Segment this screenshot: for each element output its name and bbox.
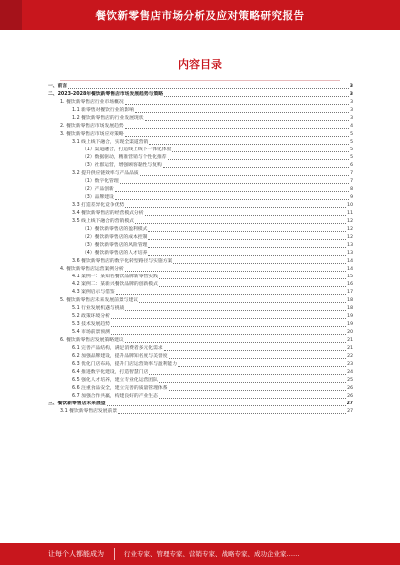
toc-leader-dots [68,88,349,89]
toc-leader-dots [159,278,346,279]
toc-entry[interactable] [48,401,353,409]
toc-entry-label: （2）产品创新 [82,187,114,193]
toc-leader-dots [125,271,346,272]
toc-entry-page: 12 [347,218,353,224]
toc-leader-dots [172,151,349,152]
toc-entry-label: 6.6 注重食品安全，建立完善的质量管理体系 [72,385,168,391]
toc-entry-page: 13 [347,242,353,248]
toc-leader-dots [140,175,349,176]
toc-entry[interactable] [48,329,353,337]
toc-entry-page: 11 [347,210,353,216]
toc-leader-dots [169,390,347,391]
page-footer [0,543,400,565]
toc-leader-dots [125,310,346,311]
toc-entry-label: 4.3 案例启示与借鉴 [72,290,115,296]
toc-entry-page: 14 [347,266,353,272]
toc-entry[interactable] [48,266,353,274]
toc-leader-dots [125,128,349,129]
toc-entry[interactable] [48,337,353,345]
toc-entry[interactable] [48,147,353,155]
toc-entry-page: 12 [347,226,353,232]
toc-entry[interactable] [48,115,353,123]
toc-entry-page: 9 [350,195,353,201]
toc-entry[interactable] [48,202,353,210]
toc-entry-page: 19 [347,314,353,320]
toc-leader-dots [125,207,346,208]
toc-entry-label: 6.5 强化人才培养，建立专业化运营团队 [72,377,158,383]
toc-entry-label: （3）餐饮新零售店的风险管理 [82,242,148,248]
toc-entry[interactable] [48,83,353,91]
toc-leader-dots [148,239,346,240]
toc-entry-label: 6.3 优化门店布局，提升门店运营效率与盈利能力 [72,361,178,367]
toc-entry[interactable] [48,305,353,313]
toc-leader-dots [169,358,347,359]
report-title: 餐饮新零售店市场分析及应对策略研究报告 [95,10,305,22]
toc-entry-label: （4）餐饮新零售店的人才培养 [82,250,148,256]
toc-entry[interactable] [48,345,353,353]
toc-entry[interactable] [48,234,353,242]
toc-entry-page: 7 [350,179,353,185]
toc-entry[interactable] [48,369,353,377]
toc-leader-dots [135,112,349,113]
toc-leader-dots [164,96,349,97]
toc-entry-label: 3. 餐饮新零售店市场应对策略 [60,131,124,137]
footer-divider [114,548,115,560]
toc-entry-page: 4 [350,123,353,129]
toc-entry[interactable] [48,289,353,297]
toc-entry-label: 1.1 新零售对餐饮行业的影响 [72,107,134,113]
toc-entry[interactable] [48,123,353,131]
toc-entry-label: 4. 餐饮新零售店运营案例分析 [60,266,124,272]
toc-entry-label: 3.3 打造差异化竞争优势 [72,203,125,209]
toc-entry[interactable] [48,107,353,115]
toc-entry-label: （2）数据驱动，精准营销与个性化推荐 [82,155,167,161]
toc-entry[interactable] [48,226,353,234]
toc-leader-dots [115,191,349,192]
toc-entry-page: 5 [350,155,353,161]
toc-entry-label: 5.3 技术发展趋势 [72,322,110,328]
toc-entry-page: 21 [347,337,353,343]
toc-entry-label: 6. 餐饮新零售店发展策略建议 [60,337,124,343]
toc-entry-label: （3）社群运营，增强顾客黏性与复购 [82,163,162,169]
toc-entry[interactable] [48,258,353,266]
toc-entry-page: 6 [350,163,353,169]
toc-heading-divider [60,80,340,81]
toc-leader-dots [139,302,346,303]
toc-entry[interactable] [48,393,353,401]
toc-entry[interactable] [48,385,353,393]
toc-entry-page: 8 [350,187,353,193]
toc-entry-label: 3.4 餐饮新零售店的经营模式分析 [72,210,144,216]
toc-entry[interactable] [48,242,353,250]
toc-entry-label: 5.4 市场前景预测 [72,330,110,336]
toc-entry[interactable] [48,361,353,369]
toc-entry-label: 5.1 行业发展机遇与挑战 [72,306,125,312]
toc-entry-page: 3 [350,115,353,121]
toc-entry-label: （3）品牌建设 [82,195,114,201]
toc-entry-label: 5.2 政策环境分析 [72,314,110,320]
toc-entry-page: 5 [350,147,353,153]
toc-entry[interactable] [48,313,353,321]
toc-entry-label: 2. 餐饮新零售店市场发展趋势 [60,123,124,129]
toc-entry-page: 18 [347,298,353,304]
toc-entry-label: 三、餐饮新零售店未来展望 [48,401,106,407]
toc-entry-page: 7 [350,171,353,177]
toc-entry-page: 21 [347,345,353,351]
toc-entry[interactable] [48,281,353,289]
toc-entry[interactable] [48,377,353,385]
toc-entry-page: 15 [347,274,353,280]
toc-leader-dots [111,334,346,335]
toc-entry-page: 12 [347,234,353,240]
toc-entry-page: 16 [347,282,353,288]
toc-leader-dots [125,136,349,137]
toc-entry-label: 6.7 加强合作共赢，构建良好的产业生态 [72,393,158,399]
toc-entry[interactable] [48,321,353,329]
toc-entry-label: （1）渠道融合，打造线上线下一体化体验 [82,147,172,153]
toc-leader-dots [173,263,346,264]
footer-brand: 让每个人都能成为 [48,550,104,558]
toc-entry[interactable] [48,162,353,170]
toc-entry-label: 3.1 线上线下融合，实现全渠道营销 [72,139,149,145]
toc-entry-label: 6.2 加强品牌建设，提升品牌知名度与美誉度 [72,353,168,359]
toc-leader-dots [168,159,349,160]
toc-leader-dots [148,231,346,232]
toc-entry[interactable] [48,99,353,107]
toc-entry[interactable] [48,91,353,99]
toc-entry[interactable] [48,170,353,178]
toc-entry-page: 3 [350,107,353,113]
toc-entry[interactable] [48,218,353,226]
toc-leader-dots [159,398,346,399]
toc-leader-dots [111,318,346,319]
toc-entry-label: 1. 餐饮新零售店行业市场概况 [60,99,124,105]
toc-entry-page: 26 [347,393,353,399]
toc-entry-page: 26 [347,385,353,391]
toc-entry[interactable] [48,154,353,162]
toc-entry-label: （1）餐饮新零售店的盈利模式 [82,226,148,232]
toc-leader-dots [107,405,346,406]
toc-entry[interactable] [48,274,353,282]
toc-entry-page: 18 [347,306,353,312]
toc-entry-page: 27 [346,401,353,407]
toc-leader-dots [159,382,346,383]
toc-leader-dots [111,326,346,327]
toc-leader-dots [148,255,346,256]
toc-entry-label: （1）数字化管理 [82,179,119,185]
footer-slogan: 行业专家、管理专家、营销专家、战略专家、成功企业家…… [124,550,300,558]
toc-heading: 内容目录 [178,58,222,71]
toc-entry[interactable] [48,186,353,194]
toc-leader-dots [149,144,349,145]
toc-entry-label: （2）餐饮新零售店的成本控制 [82,234,148,240]
toc-entry-label: 6.4 推进数字化建设，打造智慧门店 [72,369,149,375]
toc-entry-page: 17 [347,290,353,296]
toc-entry-page: 3 [350,99,353,105]
toc-leader-dots [115,199,349,200]
toc-leader-dots [163,167,349,168]
toc-entry-page: 13 [347,250,353,256]
toc-entry[interactable] [48,210,353,218]
toc-leader-dots [178,366,346,367]
toc-entry-page: 10 [347,203,353,209]
toc-entry-page: 23 [347,361,353,367]
toc-entry-label: 二、2023-2028年餐饮新零售店市场发展趋势与策略 [48,91,164,97]
toc-entry-page: 27 [347,409,353,415]
toc-leader-dots [125,342,346,343]
toc-entry-label: 6.1 完善产品结构，满足消费者多元化需求 [72,345,163,351]
toc-leader-dots [149,374,346,375]
toc-leader-dots [120,183,349,184]
toc-leader-dots [159,286,346,287]
toc-entry[interactable] [48,297,353,305]
toc-leader-dots [125,104,349,105]
toc-entry-page: 25 [347,377,353,383]
toc-leader-dots [118,413,346,414]
toc-leader-dots [116,294,346,295]
toc-entry-page: 14 [347,258,353,264]
toc-entry-label: 5. 餐饮新零售店未来发展前景与建议 [60,298,139,304]
toc-entry-page: 5 [350,131,353,137]
toc-entry-label: 3.2 提升供应链效率与产品品质 [72,171,139,177]
toc-entry-label: 1.2 餐饮新零售店的行业发展现状 [72,115,144,121]
toc-entry-page: 20 [347,330,353,336]
toc-entry[interactable] [48,353,353,361]
toc-entry[interactable] [48,408,353,416]
toc-entry-label: 4.2 案例二：某新兴餐饮品牌的创新模式 [72,282,158,288]
toc-leader-dots [145,215,347,216]
toc-entry-label: 3.5 线上线下融合的营销模式 [72,218,134,224]
table-of-contents [48,83,353,416]
toc-entry-page: 19 [347,322,353,328]
toc-entry-label: 一、前言 [48,83,68,89]
toc-entry[interactable] [48,250,353,258]
toc-entry[interactable] [48,139,353,147]
toc-entry-page: 3 [349,83,353,89]
toc-entry-page: 24 [347,369,353,375]
toc-leader-dots [135,223,346,224]
toc-entry[interactable] [48,178,353,186]
toc-leader-dots [148,247,346,248]
toc-leader-dots [145,120,350,121]
toc-entry-page: 5 [350,139,353,145]
toc-entry-label: 4.1 案例一：某知名餐饮品牌新零售实践 [72,274,158,280]
toc-entry-label: 3.6 餐饮新零售店的数字化转型路径与实施方案 [72,258,173,264]
toc-leader-dots [164,350,346,351]
toc-entry[interactable] [48,194,353,202]
report-header [0,0,400,30]
toc-entry-page: 3 [349,91,353,97]
toc-entry[interactable] [48,131,353,139]
toc-entry-label: 3.1 餐饮新零售店发展前景 [60,409,118,415]
toc-entry-page: 22 [347,353,353,359]
